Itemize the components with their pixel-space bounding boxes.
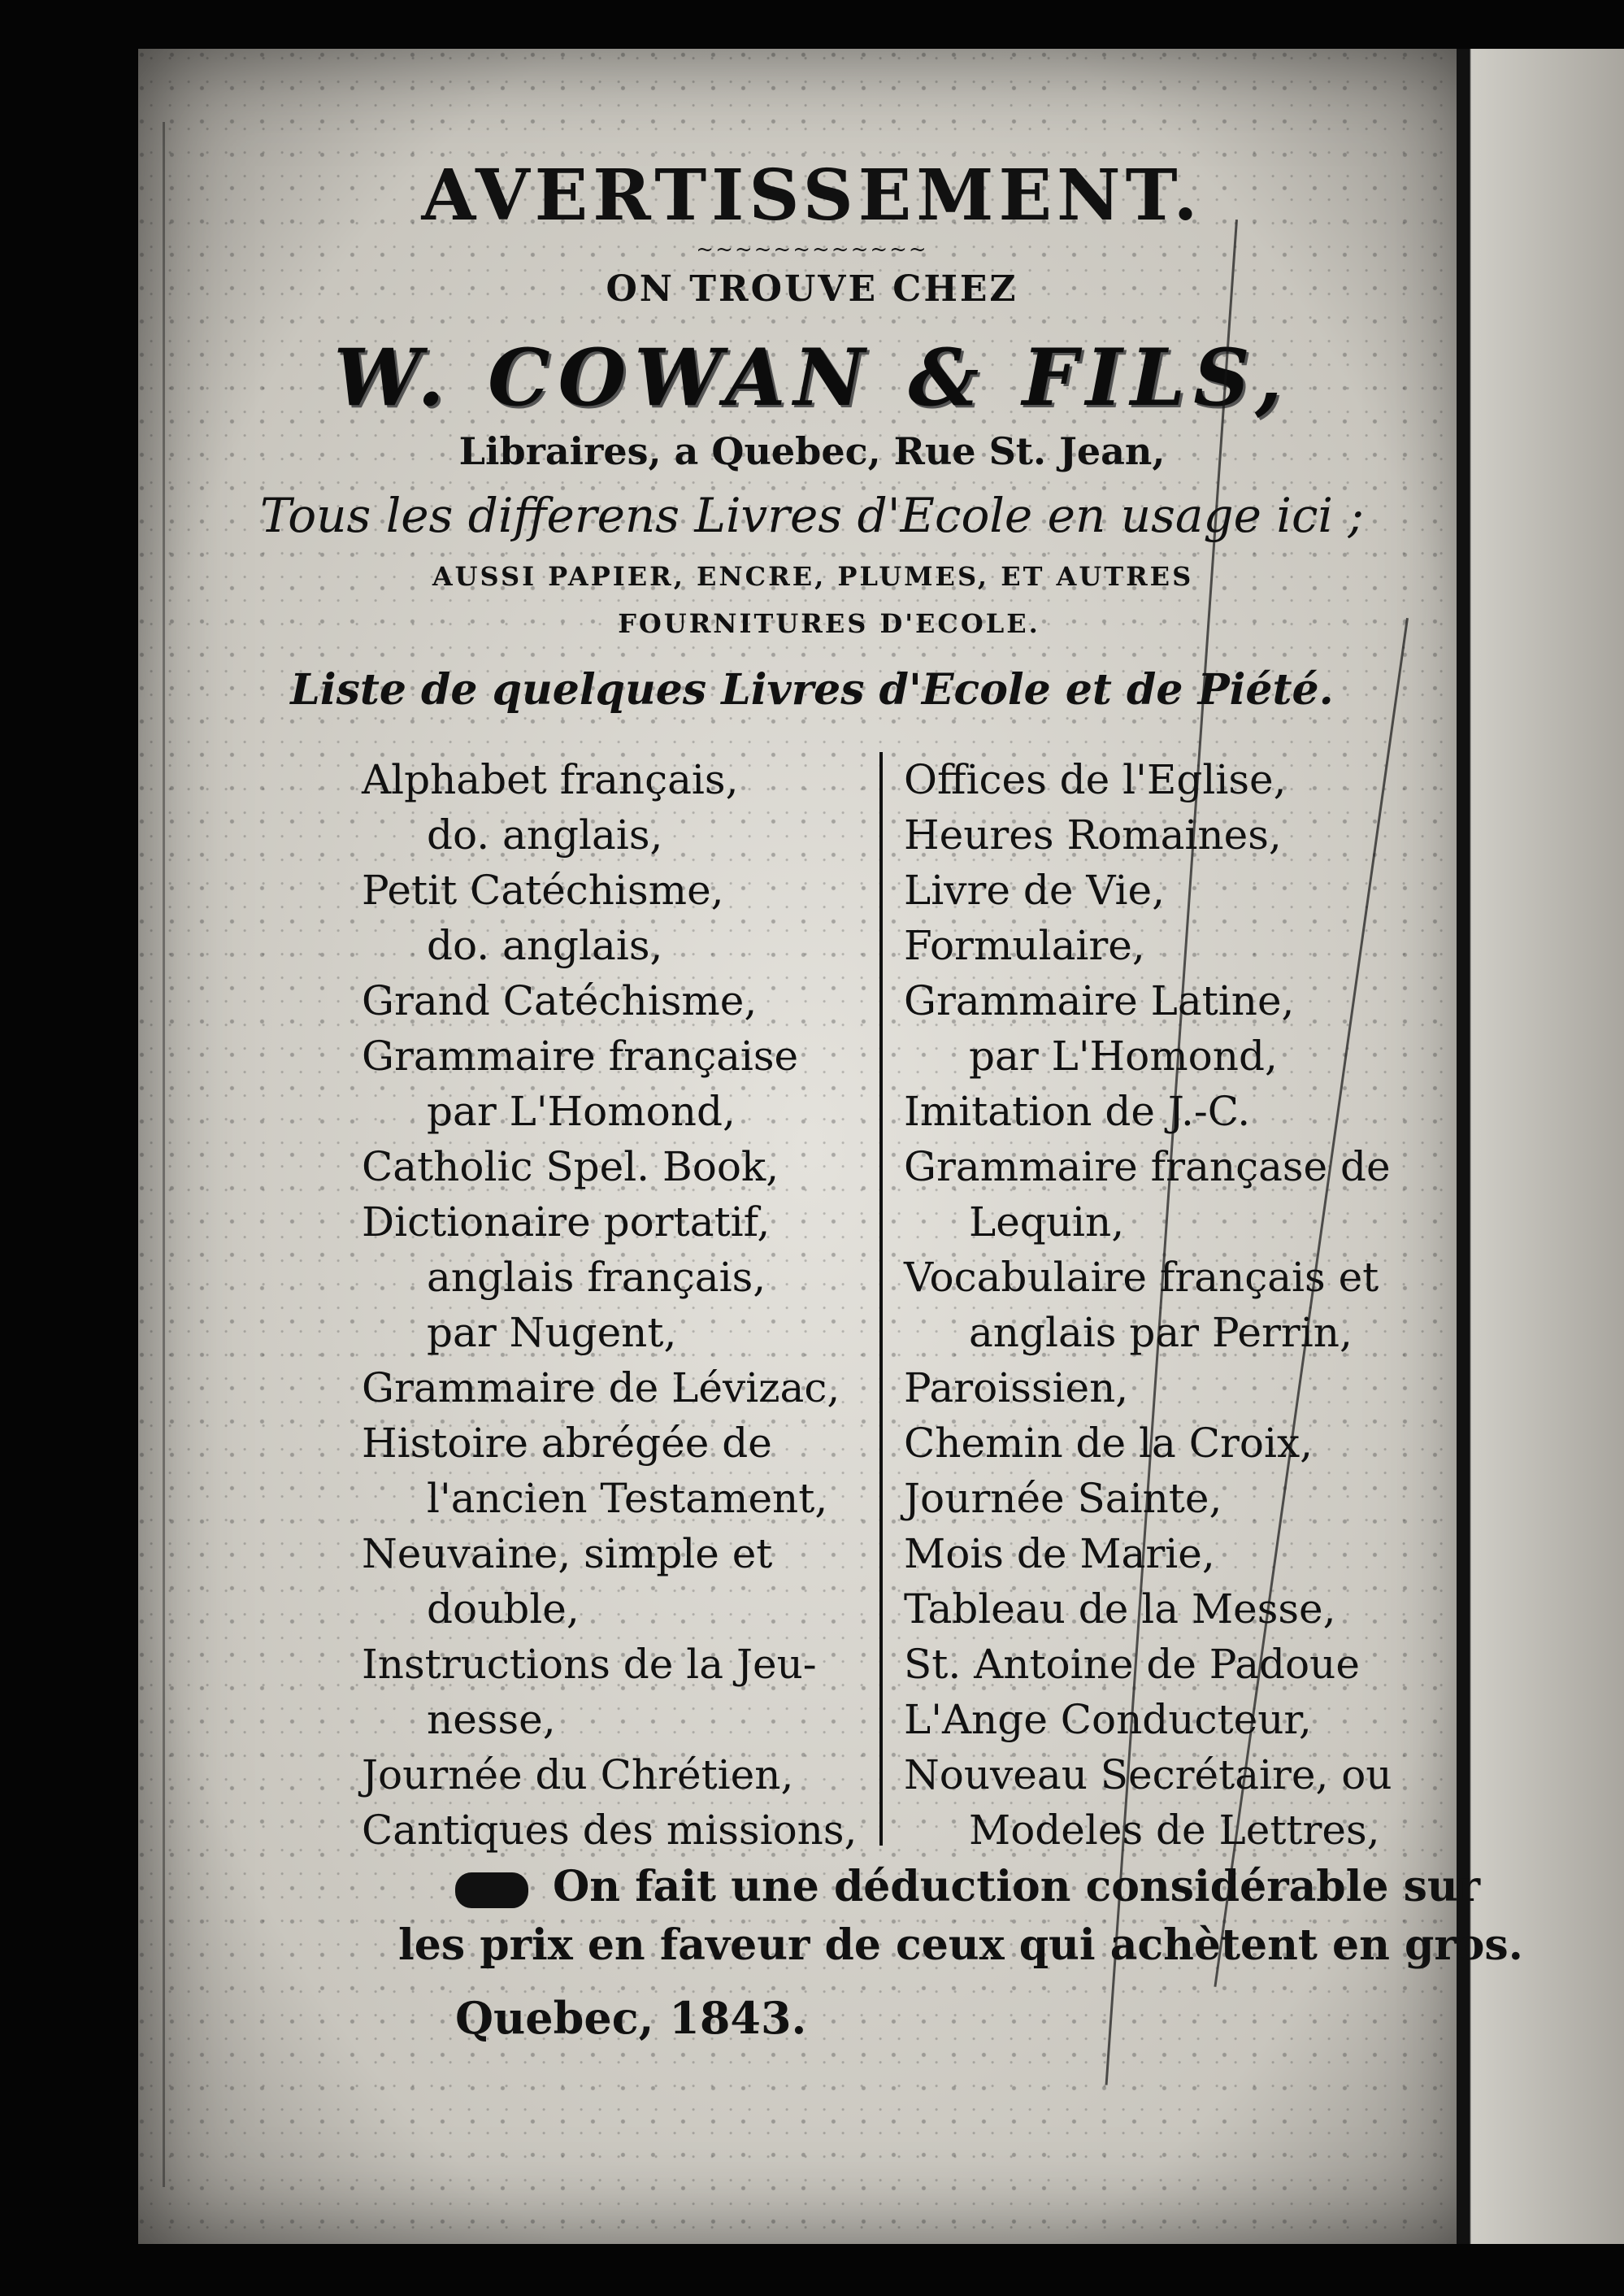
pointing-hand-icon (455, 1872, 528, 1908)
list-item: Cantiques des missions, (362, 1807, 858, 1854)
list-item: Histoire abrégée de (362, 1420, 772, 1467)
list-item: Neuvaine, simple et (362, 1530, 773, 1577)
list-item: Alphabet français, (362, 756, 739, 803)
right-book-list (904, 752, 1424, 1858)
list-item: Catholic Spel. Book, (362, 1143, 779, 1190)
list-item: Chemin de la Croix, (904, 1420, 1314, 1467)
list-item: par Nugent, (427, 1309, 677, 1356)
list-heading: Liste de quelques Livres d'Ecole et de Piété. (290, 665, 1334, 715)
list-item: Mois de Marie, (904, 1530, 1215, 1577)
list-item: anglais par Perrin, (969, 1309, 1353, 1356)
left-book-list (362, 752, 866, 1858)
list-item: Livre de Vie, (904, 867, 1166, 914)
list-item: Dictionaire portatif, (362, 1198, 771, 1246)
list-item: Tableau de la Messe, (904, 1585, 1336, 1633)
list-item: Petit Catéchisme, (362, 867, 724, 914)
libraires-line: Libraires, a Quebec, Rue St. Jean, (458, 429, 1166, 473)
list-item: L'Ange Conducteur, (904, 1696, 1312, 1743)
list-item: Grammaire française (362, 1033, 799, 1080)
list-item: do. anglais, (427, 811, 663, 859)
place-date: Quebec, 1843. (455, 1992, 807, 2044)
list-item: Lequin, (969, 1198, 1125, 1246)
list-item: nesse, (427, 1696, 556, 1743)
deduction-line-2: les prix en faveur de ceux qui achètent en gros. (398, 1920, 1523, 1970)
tous-les-livres-line: Tous les differens Livres d'Ecole en usage ici ; (260, 488, 1364, 543)
list-item: Instructions de la Jeu- (362, 1641, 817, 1688)
list-item: l'ancien Testament, (427, 1475, 828, 1522)
list-item: Journée du Chrétien, (362, 1751, 794, 1798)
column-divider (879, 752, 883, 1846)
aussi-line: AUSSI PAPIER, ENCRE, PLUMES, ET AUTRES (432, 561, 1194, 592)
deduction-notice (455, 1862, 1480, 1911)
list-item: Formulaire, (904, 922, 1145, 969)
list-item: Imitation de J.-C. (904, 1088, 1251, 1135)
list-item: Grammaire de Lévizac, (362, 1364, 840, 1411)
fournitures-line: FOURNITURES D'ECOLE. (618, 608, 1040, 639)
list-item: Heures Romaines, (904, 811, 1282, 859)
page-title: AVERTISSEMENT. (421, 154, 1203, 237)
list-item: do. anglais, (427, 922, 663, 969)
list-item: double, (427, 1585, 580, 1633)
list-item: Grammaire Latine, (904, 977, 1295, 1024)
list-item: Modeles de Lettres, (969, 1807, 1380, 1854)
list-item: Paroissien, (904, 1364, 1129, 1411)
deduction-line-1: On fait une déduction considérable sur (553, 1862, 1481, 1911)
list-item: Grand Catéchisme, (362, 977, 758, 1024)
title-ornament: ~~~~~~~~~~~~ (696, 237, 928, 262)
list-item: anglais français, (427, 1254, 766, 1301)
list-item: Vocabulaire français et (904, 1254, 1379, 1301)
list-item: par L'Homond, (969, 1033, 1278, 1080)
list-item: Grammaire françase de (904, 1143, 1391, 1190)
list-item: par L'Homond, (427, 1088, 736, 1135)
firm-name: W. COWAN & FILS, (333, 332, 1291, 424)
on-trouve-line: ON TROUVE CHEZ (606, 268, 1018, 310)
list-item: Nouveau Secrétaire, ou (904, 1751, 1392, 1798)
list-item: Journée Sainte, (904, 1475, 1222, 1522)
list-item: St. Antoine de Padoue (904, 1641, 1360, 1688)
list-item: Offices de l'Eglise, (904, 756, 1287, 803)
